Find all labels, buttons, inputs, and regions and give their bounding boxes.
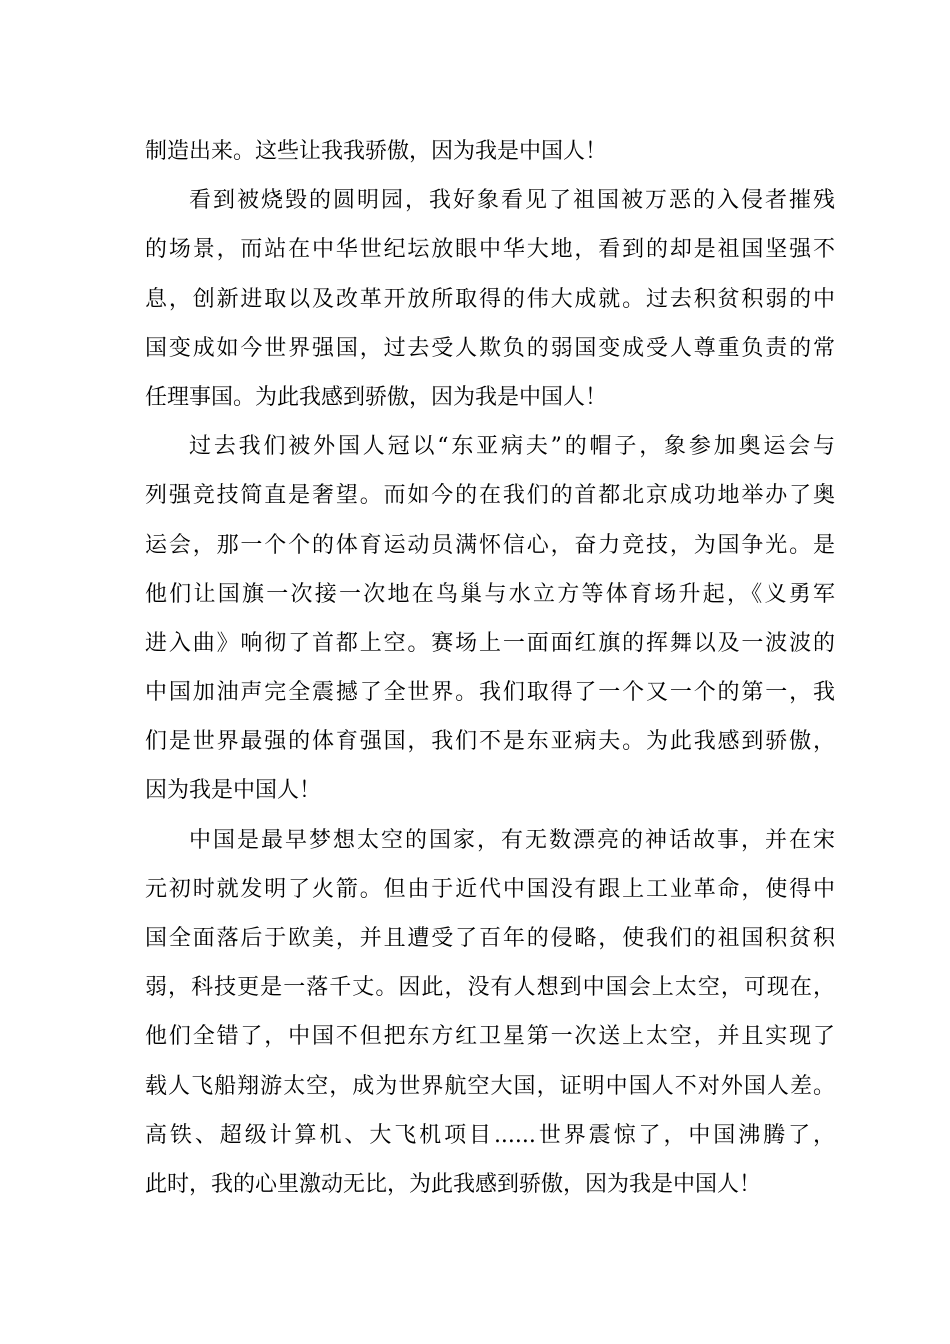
text-line: 任理事国。为此我感到骄傲，因为我是中国人！ — [145, 384, 608, 410]
paragraph-first-line: 看到被烧毁的圆明园，我好象看见了祖国被万恶的入侵者摧残 — [189, 188, 835, 214]
text-line: 息，创新进取以及改革开放所取得的伟大成就。过去积贫积弱的中 — [145, 286, 835, 312]
text-line: 他们全错了，中国不但把东方红卫星第一次送上太空，并且实现了 — [145, 1024, 835, 1050]
paragraph-first-line: 过去我们被外国人冠以“东亚病夫”的帽子，象参加奥运会与 — [189, 434, 835, 460]
text-line: 中国加油声完全震撼了全世界。我们取得了一个又一个的第一，我 — [145, 680, 835, 706]
text-line: 元初时就发明了火箭。但由于近代中国没有跟上工业革命，使得中 — [145, 876, 835, 902]
text-line: 国变成如今世界强国，过去受人欺负的弱国变成受人尊重负责的常 — [145, 335, 835, 361]
text-line: 们是世界最强的体育强国，我们不是东亚病夫。为此我感到骄傲， — [145, 729, 835, 755]
text-line: 此时，我的心里激动无比，为此我感到骄傲，因为我是中国人！ — [145, 1171, 762, 1197]
text-line: 因为我是中国人！ — [145, 778, 322, 804]
text-line: 弱，科技更是一落千丈。因此，没有人想到中国会上太空，可现在， — [145, 975, 835, 1001]
text-line: 国全面落后于欧美，并且遭受了百年的侵略，使我们的祖国积贫积 — [145, 926, 835, 951]
text-line: 高铁、超级计算机、大飞机项目......世界震惊了，中国沸腾了， — [145, 1122, 835, 1148]
text-line: 他们让国旗一次接一次地在鸟巢与水立方等体育场升起，《义勇军 — [145, 581, 835, 607]
text-line: 进入曲》响彻了首都上空。赛场上一面面红旗的挥舞以及一波波的 — [145, 630, 835, 656]
text-line: 制造出来。这些让我我骄傲，因为我是中国人！ — [145, 139, 608, 164]
text-line: 运会，那一个个的体育运动员满怀信心，奋力竞技，为国争光。是 — [145, 532, 835, 558]
text-line: 的场景，而站在中华世纪坛放眼中华大地，看到的却是祖国坚强不 — [145, 237, 835, 263]
text-line: 载人飞船翔游太空，成为世界航空大国，证明中国人不对外国人差。 — [145, 1073, 835, 1099]
text-line: 列强竞技简直是奢望。而如今的在我们的首都北京成功地举办了奥 — [145, 483, 835, 509]
paragraph-first-line: 中国是最早梦想太空的国家，有无数漂亮的神话故事，并在宋 — [189, 827, 835, 853]
document-body — [145, 127, 835, 1209]
